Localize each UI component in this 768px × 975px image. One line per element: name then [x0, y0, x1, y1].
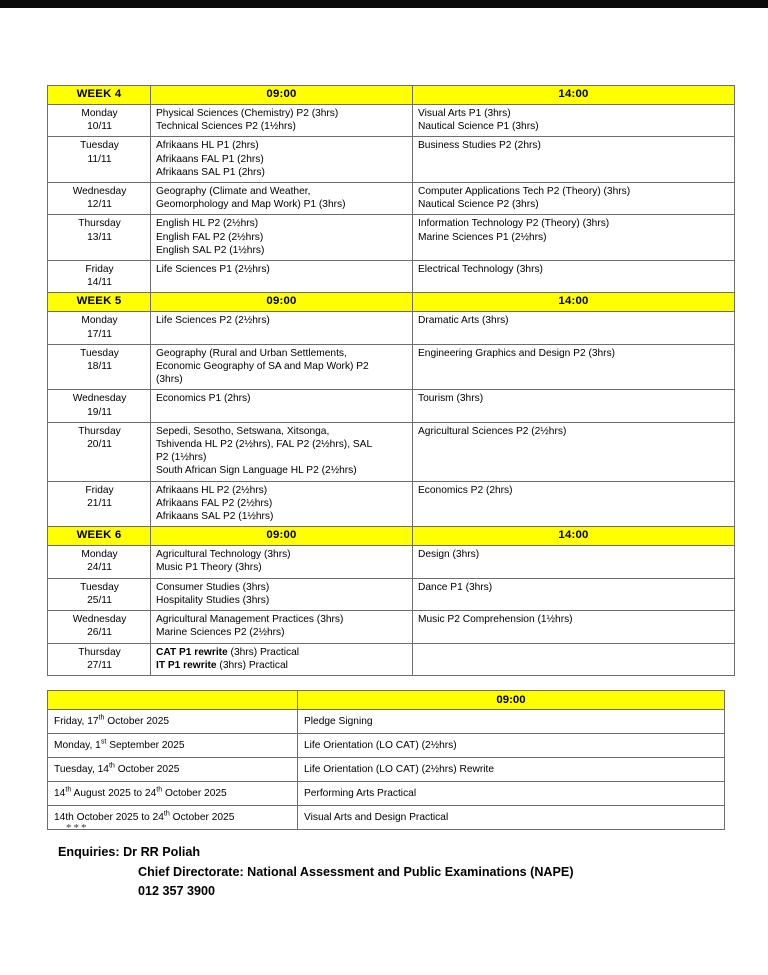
subject-entry: Afrikaans HL P2 (2½hrs) [156, 484, 268, 496]
week-time-pm: 14:00 [413, 86, 735, 105]
special-date-description: Pledge Signing [298, 710, 725, 734]
week-label: WEEK 4 [48, 86, 151, 105]
day-cell [48, 137, 151, 183]
day-cell [48, 481, 151, 527]
session-cell-morning [151, 312, 413, 344]
day-date: 11/11 [87, 153, 112, 165]
timetable-row [48, 390, 735, 422]
timetable-row [48, 481, 735, 527]
subject-entry: Agricultural Sciences P2 (2½hrs) [418, 425, 567, 437]
subject-entry: P2 (1½hrs) [156, 452, 207, 464]
timetable-row [48, 261, 735, 293]
special-date-row [48, 758, 725, 782]
subject-entry: Music P2 Comprehension (1½hrs) [418, 614, 573, 626]
subject-entry: Consumer Studies (3hrs) [156, 581, 270, 593]
subject-entry: Afrikaans SAL P2 (1½hrs) [156, 511, 274, 523]
day-date: 13/11 [87, 231, 112, 243]
timetable-row [48, 611, 735, 643]
subject-entry: English FAL P2 (2½hrs) [156, 231, 264, 243]
session-cell-morning [151, 422, 413, 481]
day-cell [48, 390, 151, 422]
special-date-description: Life Orientation (LO CAT) (2½hrs) [298, 734, 725, 758]
timetable-row [48, 137, 735, 183]
day-date: 24/11 [87, 562, 112, 574]
session-cell-afternoon [413, 578, 735, 610]
subject-entry: Information Technology P2 (Theory) (3hrs) [418, 218, 610, 230]
subject-entry: Tourism (3hrs) [418, 393, 484, 405]
timetable-row [48, 312, 735, 344]
timetable-row [48, 344, 735, 390]
subject-entry: South African Sign Language HL P2 (2½hrs) [156, 465, 357, 477]
session-cell-afternoon [413, 215, 735, 261]
day-name: Thursday [78, 646, 121, 658]
session-cell-afternoon [413, 137, 735, 183]
subject-entry: Economics P1 (2hrs) [156, 393, 251, 405]
subject-name-emphasis: CAT P1 rewrite [156, 646, 228, 658]
week-time-pm: 14:00 [413, 527, 735, 546]
subject-entry: Engineering Graphics and Design P2 (3hrs) [418, 347, 616, 359]
subject-entry: Technical Sciences P2 (1½hrs) [156, 121, 296, 133]
session-cell-afternoon [413, 312, 735, 344]
subject-entry: Nautical Science P1 (3hrs) [418, 121, 539, 133]
session-cell-morning [151, 611, 413, 643]
subject-entry: Economics P2 (2hrs) [418, 484, 513, 496]
timetable-row [48, 105, 735, 137]
day-name: Friday [85, 264, 114, 276]
session-cell-morning [151, 481, 413, 527]
week-time-am: 09:00 [151, 86, 413, 105]
special-dates-header-blank [48, 691, 298, 710]
day-name: Monday [81, 315, 118, 327]
subject-entry: Geomorphology and Map Work) P1 (3hrs) [156, 199, 346, 211]
day-cell [48, 643, 151, 675]
session-cell-morning [151, 137, 413, 183]
special-dates-header-time: 09:00 [298, 691, 725, 710]
session-cell-afternoon [413, 105, 735, 137]
timetable-row [48, 578, 735, 610]
day-date: 21/11 [87, 497, 112, 509]
day-date: 10/11 [87, 121, 112, 133]
session-cell-morning [151, 215, 413, 261]
timetable-container [47, 85, 734, 676]
session-cell-morning [151, 344, 413, 390]
subject-entry: Afrikaans FAL P1 (2hrs) [156, 153, 264, 165]
subject-entry: Dramatic Arts (3hrs) [418, 315, 509, 327]
session-cell-morning [151, 261, 413, 293]
subject-entry: Life Sciences P2 (2½hrs) [156, 315, 270, 327]
subject-entry: Design (3hrs) [418, 549, 480, 561]
special-date-description: Performing Arts Practical [298, 782, 725, 806]
day-cell [48, 215, 151, 261]
subject-entry: CAT P1 rewrite (3hrs) Practical [156, 646, 300, 658]
timetable-row [48, 546, 735, 578]
day-cell [48, 578, 151, 610]
special-date-description: Visual Arts and Design Practical [298, 806, 725, 830]
day-date: 18/11 [87, 361, 112, 373]
session-cell-morning [151, 546, 413, 578]
special-date-value: 14th October 2025 to 24th October 2025 [48, 806, 298, 830]
session-cell-afternoon [413, 643, 735, 675]
subject-entry: Life Sciences P1 (2½hrs) [156, 264, 270, 276]
session-cell-morning [151, 578, 413, 610]
day-name: Thursday [78, 425, 121, 437]
week-header-row [48, 86, 735, 105]
timetable-row [48, 183, 735, 215]
subject-entry: Dance P1 (3hrs) [418, 581, 493, 593]
subject-entry: Afrikaans SAL P1 (2hrs) [156, 166, 265, 178]
timetable-row [48, 422, 735, 481]
scan-edge-bar [0, 0, 768, 8]
subject-entry: Computer Applications Tech P2 (Theory) (3hrs) [418, 186, 631, 198]
subject-entry: Business Studies P2 (2hrs) [418, 140, 541, 152]
session-cell-afternoon [413, 481, 735, 527]
session-cell-afternoon [413, 390, 735, 422]
session-cell-afternoon [413, 183, 735, 215]
day-name: Wednesday [72, 186, 127, 198]
subject-entry: Physical Sciences (Chemistry) P2 (3hrs) [156, 108, 339, 119]
week-label: WEEK 6 [48, 527, 151, 546]
separator-asterisks: *** [66, 822, 89, 834]
subject-entry: Agricultural Technology (3hrs) [156, 549, 291, 561]
day-cell [48, 105, 151, 137]
subject-entry: Agricultural Management Practices (3hrs) [156, 614, 344, 626]
week-label: WEEK 5 [48, 293, 151, 312]
day-date: 12/11 [87, 199, 112, 211]
session-cell-morning [151, 105, 413, 137]
day-date: 17/11 [87, 328, 112, 340]
subject-entry: Afrikaans HL P1 (2hrs) [156, 140, 259, 152]
day-cell [48, 312, 151, 344]
special-date-row [48, 734, 725, 758]
special-dates-container [47, 690, 724, 830]
session-cell-morning [151, 183, 413, 215]
day-cell [48, 546, 151, 578]
subject-entry: Music P1 Theory (3hrs) [156, 562, 262, 574]
subject-entry: Economic Geography of SA and Map Work) P2 [156, 361, 369, 373]
day-name: Wednesday [72, 614, 127, 626]
session-cell-afternoon [413, 261, 735, 293]
subject-entry: Visual Arts P1 (3hrs) [418, 108, 511, 119]
subject-entry: Afrikaans FAL P2 (2½hrs) [156, 497, 273, 509]
day-date: 26/11 [87, 627, 112, 639]
day-date: 27/11 [87, 659, 112, 671]
special-date-value: Monday, 1st September 2025 [48, 734, 298, 758]
special-date-description: Life Orientation (LO CAT) (2½hrs) Rewrite [298, 758, 725, 782]
subject-entry: Sepedi, Sesotho, Setswana, Xitsonga, [156, 425, 330, 437]
day-cell [48, 183, 151, 215]
day-name: Tuesday [80, 581, 119, 593]
subject-entry: IT P1 rewrite (3hrs) Practical [156, 659, 288, 671]
subject-entry: English HL P2 (2½hrs) [156, 218, 259, 230]
day-name: Thursday [78, 218, 121, 230]
day-cell [48, 344, 151, 390]
timetable-row [48, 215, 735, 261]
week-time-pm: 14:00 [413, 293, 735, 312]
special-date-value: 14th August 2025 to 24th October 2025 [48, 782, 298, 806]
special-date-row [48, 782, 725, 806]
enquiries-label: Enquiries: Dr RR Poliah [58, 845, 201, 859]
subject-entry: Electrical Technology (3hrs) [418, 264, 543, 276]
session-cell-afternoon [413, 546, 735, 578]
day-date: 19/11 [87, 406, 112, 418]
session-cell-afternoon [413, 611, 735, 643]
week-time-am: 09:00 [151, 293, 413, 312]
subject-name-emphasis: IT P1 rewrite [156, 659, 217, 671]
day-name: Monday [81, 108, 118, 119]
subject-entry: Nautical Science P2 (3hrs) [418, 199, 539, 211]
special-date-row [48, 806, 725, 830]
session-cell-morning [151, 643, 413, 675]
subject-entry: English SAL P2 (1½hrs) [156, 244, 265, 256]
special-date-row [48, 710, 725, 734]
subject-entry: Hospitality Studies (3hrs) [156, 594, 270, 606]
day-name: Monday [81, 549, 118, 561]
day-date: 14/11 [87, 277, 112, 289]
day-cell [48, 261, 151, 293]
day-date: 25/11 [87, 594, 112, 606]
special-date-value: Tuesday, 14th October 2025 [48, 758, 298, 782]
day-name: Wednesday [72, 393, 127, 405]
subject-entry: Marine Sciences P2 (2½hrs) [156, 627, 285, 639]
enquiries-block [58, 843, 574, 902]
week-header-row [48, 293, 735, 312]
special-dates-header-row [48, 691, 725, 710]
subject-entry: Tshivenda HL P2 (2½hrs), FAL P2 (2½hrs), SAL [156, 439, 373, 451]
day-cell [48, 611, 151, 643]
subject-entry: Geography (Rural and Urban Settlements, [156, 347, 347, 359]
subject-entry: Marine Sciences P1 (2½hrs) [418, 231, 547, 243]
subject-entry: (3hrs) [156, 374, 183, 386]
enquiries-phone: 012 357 3900 [138, 884, 216, 898]
day-name: Tuesday [80, 140, 119, 152]
exam-timetable [47, 85, 735, 676]
week-header-row [48, 527, 735, 546]
week-time-am: 09:00 [151, 527, 413, 546]
day-name: Tuesday [80, 347, 119, 359]
session-cell-afternoon [413, 344, 735, 390]
timetable-row [48, 643, 735, 675]
session-cell-morning [151, 390, 413, 422]
special-date-value: Friday, 17th October 2025 [48, 710, 298, 734]
enquiries-directorate: Chief Directorate: National Assessment and Public Examinations (NAPE) [138, 864, 574, 879]
session-cell-afternoon [413, 422, 735, 481]
subject-entry: Geography (Climate and Weather, [156, 186, 311, 198]
day-name: Friday [85, 484, 114, 496]
special-dates-table [47, 690, 725, 830]
day-cell [48, 422, 151, 481]
day-date: 20/11 [87, 439, 112, 451]
